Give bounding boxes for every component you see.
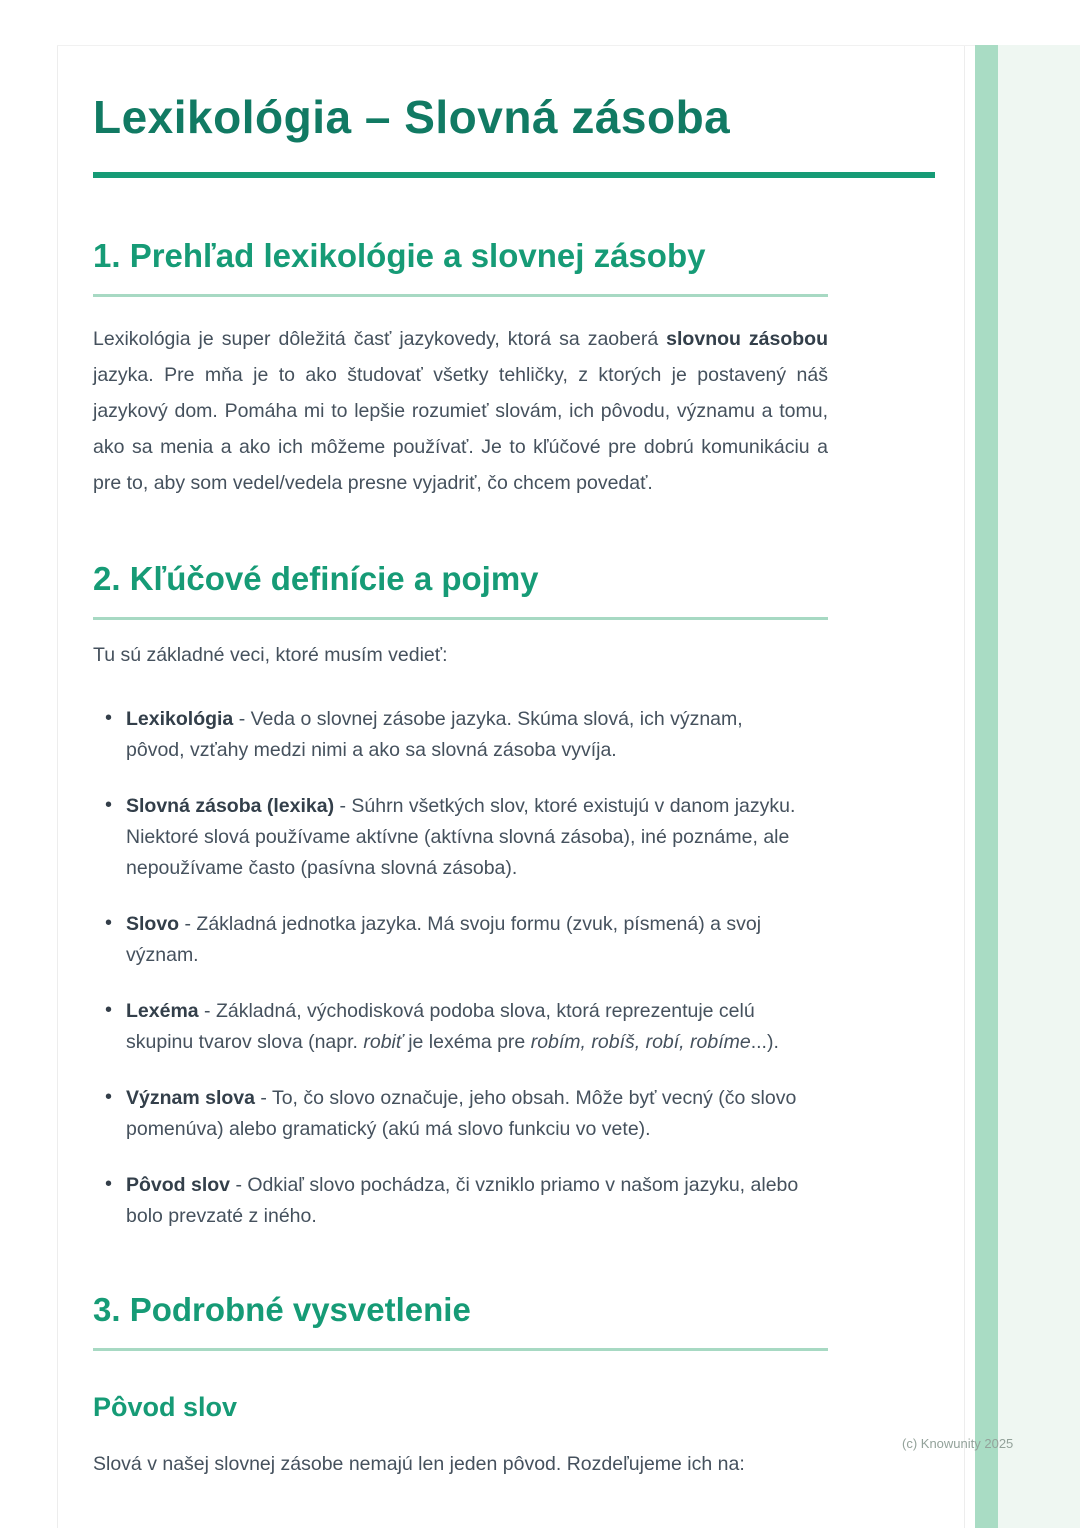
decor-right-margin	[998, 45, 1080, 1528]
term-definition: - Veda o slovnej zásobe jazyka. Skúma slová, ich význam, pôvod, vzťahy medzi nimi a ako sa slovná zásoba vyvíja.	[126, 708, 743, 761]
document-content	[93, 0, 835, 1479]
list-item-lexema	[126, 996, 805, 1058]
paragraph-bold-term: slovnou zásobou	[666, 328, 829, 350]
section-definitions	[93, 557, 835, 1232]
term-definition: je lexéma pre	[402, 1031, 531, 1053]
term-label: Slovo	[126, 913, 180, 935]
copyright-footer: (c) Knowunity 2025	[902, 1436, 1014, 1451]
subsection-heading-povod-slov: Pôvod slov	[93, 1392, 238, 1422]
term-label: Lexéma	[126, 1000, 199, 1022]
term-definition: ...).	[750, 1031, 779, 1053]
section-detail	[93, 1288, 835, 1479]
term-label: Pôvod slov	[126, 1174, 231, 1196]
decor-green-strip	[975, 45, 998, 1528]
section1-rule	[93, 294, 828, 297]
definitions-list	[93, 704, 805, 1232]
term-example-italic: robiť	[363, 1031, 403, 1053]
section3-heading: 3. Podrobné vysvetlenie	[93, 1291, 471, 1328]
list-item-slovo	[126, 909, 805, 971]
term-definition: - Základná jednotka jazyka. Má svoju formu (zvuk, písmená) a svoj význam.	[126, 913, 762, 966]
section-overview	[93, 234, 835, 501]
paragraph-text-start: Lexikológia je super dôležitá časť jazykovedy, ktorá sa zaoberá	[93, 328, 667, 350]
term-definition: - Odkiaľ slovo pochádza, či vzniklo priamo v našom jazyku, alebo bolo prevzaté z iného.	[126, 1174, 799, 1227]
term-label: Slovná zásoba (lexika)	[126, 795, 335, 817]
list-item-povod-slov	[126, 1170, 805, 1232]
page-edge-line-right	[964, 45, 965, 1528]
paragraph-text-rest: jazyka. Pre mňa je to ako študovať všetky tehličky, z ktorých je postavený náš jazykový dom. Pomáha mi to lepšie rozumieť slovám, ich pôvodu, významu a tomu, ako sa menia a ako ich môžeme používať. Je to kľúčové pre dobrú komunikáciu a pre to, aby som vedel/vedela presne vyjadriť, čo chcem povedať.	[93, 364, 828, 494]
term-label: Význam slova	[126, 1087, 255, 1109]
term-definition: - To, čo slovo označuje, jeho obsah. Môže byť vecný (čo slovo pomenúva) alebo gramatický (akú má slovo funkciu vo vete).	[126, 1087, 797, 1140]
list-item-slovna-zasoba	[126, 791, 805, 884]
section1-paragraph	[93, 321, 828, 501]
list-item-vyznam-slova	[126, 1083, 805, 1145]
term-definition: - Súhrn všetkých slov, ktoré existujú v danom jazyku. Niektoré slová používame aktívne (aktívna slovná zásoba), iné poznáme, ale nepoužívame často (pasívna slovná zásoba).	[126, 795, 796, 879]
page-edge-line-left	[57, 45, 58, 1528]
section2-heading: 2. Kľúčové definície a pojmy	[93, 560, 539, 597]
title-rule	[93, 172, 935, 178]
term-label: Lexikológia	[126, 708, 234, 730]
term-definition: - Základná, východisková podoba slova, ktorá reprezentuje celú skupinu tvarov slova (napr.	[126, 1000, 755, 1053]
section1-heading: 1. Prehľad lexikológie a slovnej zásoby	[93, 237, 706, 274]
section2-rule	[93, 617, 828, 620]
section3-rule	[93, 1348, 828, 1351]
document-title: Lexikológia – Slovná zásoba	[93, 91, 731, 143]
term-example-italic: robím, robíš, robí, robíme	[530, 1031, 751, 1053]
section3-paragraph: Slová v našej slovnej zásobe nemajú len jeden pôvod. Rozdeľujeme ich na:	[93, 1453, 745, 1475]
section2-intro: Tu sú základné veci, ktoré musím vedieť:	[93, 644, 448, 666]
list-item-lexikologia	[126, 704, 805, 766]
